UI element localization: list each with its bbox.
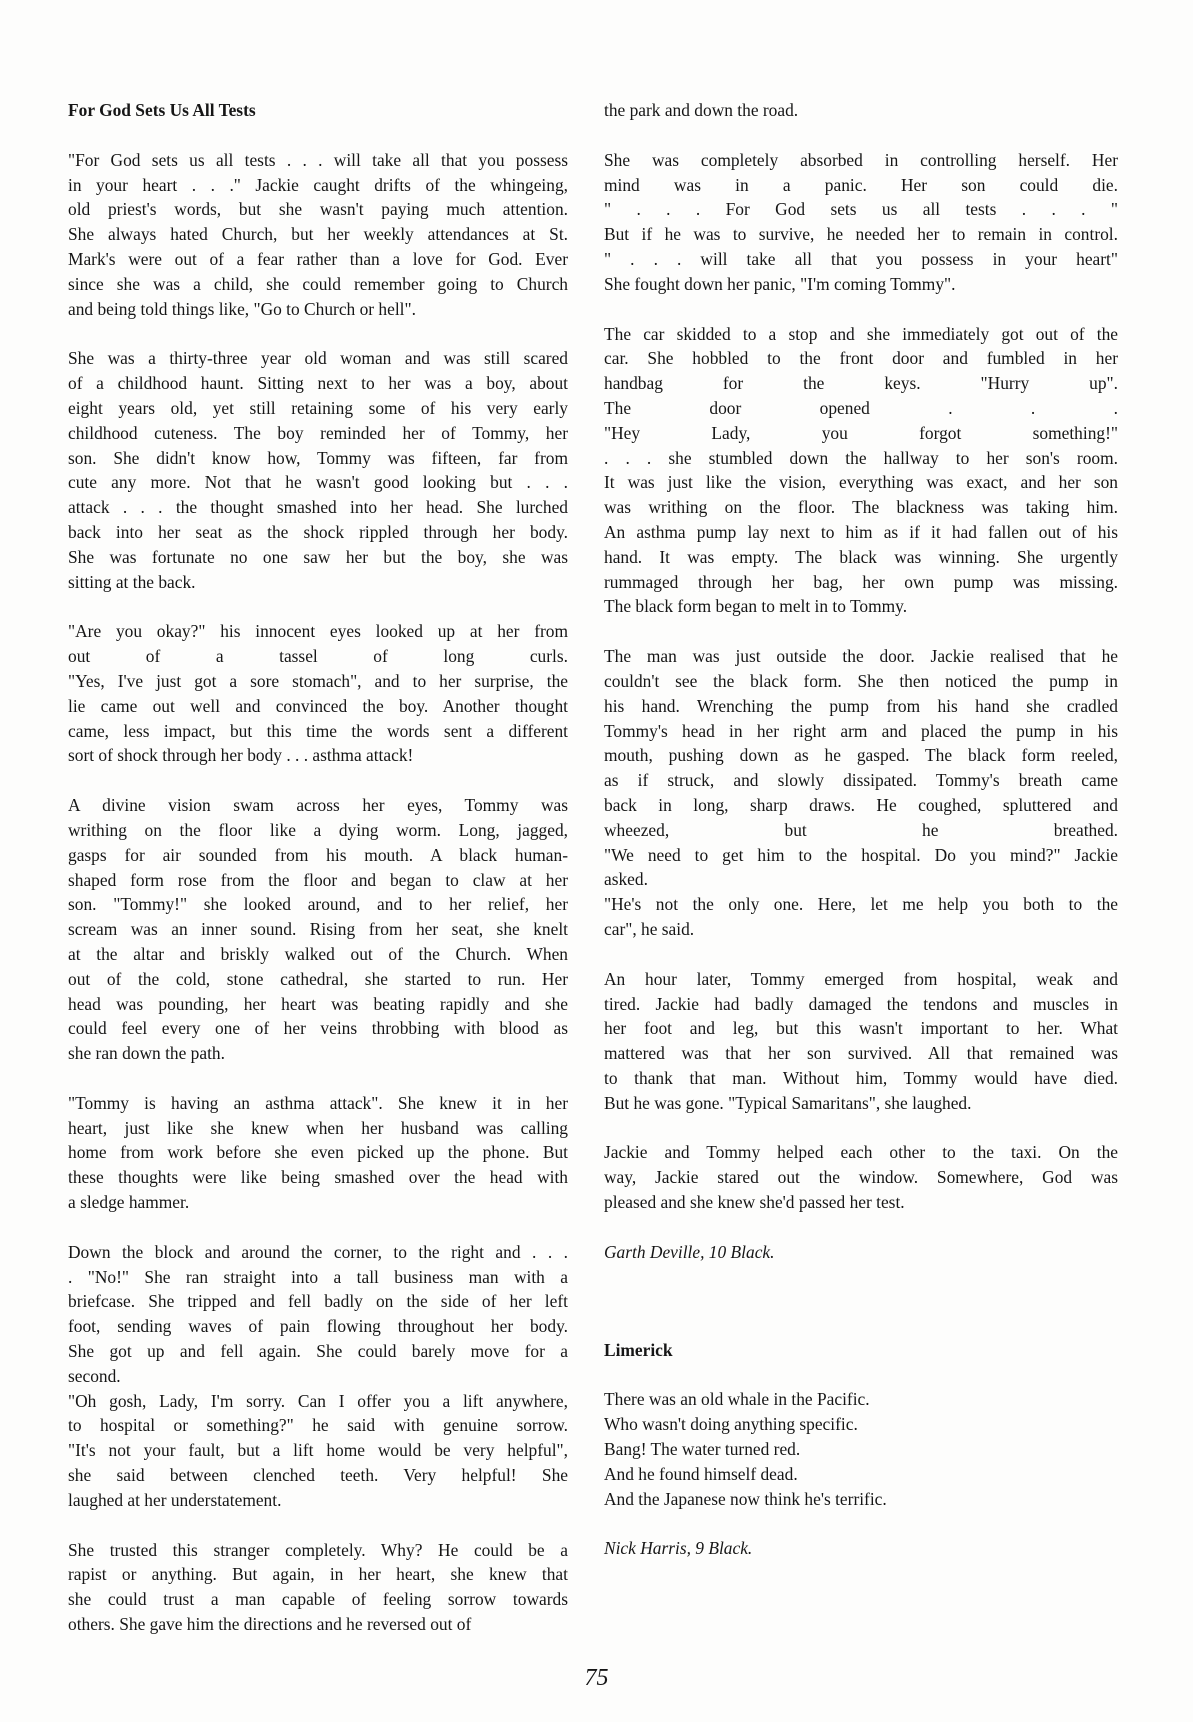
poem-line: Bang! The water turned red. [604,1439,801,1460]
text-line: rapist or anything. But again, in her heart, she knew that [68,1564,568,1585]
story-paragraph [604,98,1118,123]
text-line: at the altar and briskly walked out of the Church. When [68,943,568,964]
text-line: others. She gave him the directions and he reversed out of [68,1614,472,1635]
text-line: "Are you okay?" his innocent eyes looked up at her from [68,621,568,642]
text-line: a sledge hammer. [68,1192,190,1213]
text-line: she could trust a man capable of feeling sorrow towards [68,1589,568,1610]
text-line: attack . . . the thought smashed into her head. She lurched [68,497,568,518]
text-line: cute any more. Not that he wasn't good looking but . . . [68,472,568,493]
text-line: Tommy's head in her right arm and placed the pump in his [604,720,1118,741]
text-line: briefcase. She tripped and fell badly on the side of her left [68,1291,568,1312]
text-line: old priest's words, but she wasn't paying much attention. [68,199,568,220]
text-line: mind was in a panic. Her son could die. [604,174,1118,195]
text-line: " . . . will take all that you possess in your heart" [604,248,1118,269]
text-line: foot, sending waves of pain flowing throughout her body. [68,1316,568,1337]
story-body-left [68,148,568,1637]
text-line: heart, just like she knew when her husband was calling [68,1117,568,1138]
text-line: She was completely absorbed in controlling herself. Her [604,149,1118,170]
text-line: childhood cuteness. The boy reminded her of Tommy, her [68,422,568,443]
text-line: She was a thirty-three year old woman and was still scared [68,348,568,369]
story-author: Garth Deville, 10 Black. [604,1241,775,1262]
text-line: " . . . For God sets us all tests . . . " [604,199,1118,220]
text-line: She was fortunate no one saw her but the boy, she was [68,546,568,567]
text-line: An asthma pump lay next to him as if it had fallen out of his [604,521,1118,542]
story-paragraph [68,619,568,768]
text-line: asked. [604,869,648,890]
text-line: she ran down the path. [68,1043,225,1064]
text-line: these thoughts were like being smashed over the head with [68,1167,568,1188]
text-line: "Tommy is having an asthma attack". She knew it in her [68,1092,568,1113]
text-line: hand. It was empty. The black was winning. She urgently [604,546,1118,567]
text-line: the park and down the road. [604,100,799,120]
text-line: . "No!" She ran straight into a tall business man with a [68,1266,568,1287]
story-paragraph [604,148,1118,297]
story-paragraph [604,644,1118,942]
text-line: The black form began to melt in to Tommy. [604,596,908,617]
text-line: car. She hobbled to the front door and fumbled in her [604,348,1118,369]
text-line: "We need to get him to the hospital. Do you mind?" Jackie [604,844,1118,865]
text-line: car", he said. [604,918,695,939]
text-line: out of a tassel of long curls. [68,646,568,667]
text-line: lie came out well and convinced the boy. Another thought [68,695,568,716]
text-line: since she was a child, she could remember going to Church [68,273,568,294]
text-line: shaped form rose from the floor and began to claw at her [68,869,568,890]
story-body-right [604,98,1118,1215]
text-line: rummaged through her bag, her own pump was missing. [604,571,1118,592]
page-number: 75 [584,1665,609,1691]
text-line: "Yes, I've just got a sore stomach", and to her surprise, the [68,670,568,691]
text-line: handbag for the keys. "Hurry up". [604,373,1118,394]
text-line: gasps for air sounded from his mouth. A black human- [68,844,568,865]
story-paragraph [68,148,568,322]
story-paragraph [604,967,1118,1116]
left-column [68,98,568,1662]
poem-line: And he found himself dead. [604,1463,798,1484]
text-line: . . . she stumbled down the hallway to her son's room. [604,447,1118,468]
text-line: But if he was to survive, he needed her to remain in control. [604,224,1118,245]
text-line: she said between clenched teeth. Very helpful! She [68,1465,568,1486]
text-line: her foot and leg, but this wasn't important to her. What [604,1018,1118,1039]
text-line: eight years old, yet still retaining some of his very early [68,397,568,418]
limerick-poem [604,1387,1118,1511]
text-line: as if struck, and slowly dissipated. Tommy's breath came [604,770,1118,791]
text-line: son. "Tommy!" she looked around, and to her relief, her [68,894,568,915]
text-line: Jackie and Tommy helped each other to the taxi. On the [604,1142,1118,1163]
text-line: second. [68,1365,121,1386]
story-paragraph [68,1240,568,1513]
text-line: tired. Jackie had badly damaged the tendons and muscles in [604,993,1118,1014]
text-line: An hour later, Tommy emerged from hospital, weak and [604,968,1118,989]
story-paragraph [68,1538,568,1637]
text-line: home from work before she even picked up the phone. But [68,1142,568,1163]
text-line: Down the block and around the corner, to the right and . . . [68,1241,568,1262]
text-line: to thank that man. Without him, Tommy would have died. [604,1067,1118,1088]
text-line: out of the cold, stone cathedral, she started to run. Her [68,968,568,989]
story-paragraph [68,793,568,1066]
text-line: and being told things like, "Go to Church or hell". [68,298,416,319]
story-paragraph [604,1140,1118,1214]
text-line: But he was gone. "Typical Samaritans", she laughed. [604,1092,972,1113]
text-line: mattered was that her son survived. All that remained was [604,1043,1118,1064]
poem-line: And the Japanese now think he's terrific. [604,1488,887,1509]
text-line: pleased and she knew she'd passed her test. [604,1192,905,1213]
text-line: The car skidded to a stop and she immediately got out of the [604,323,1118,344]
text-line: She fought down her panic, "I'm coming Tommy". [604,273,956,294]
text-line: mouth, pushing down as he gasped. The black form reeled, [604,745,1118,766]
text-line: She trusted this stranger completely. Why? He could be a [68,1539,568,1560]
text-line: "It's not your fault, but a lift home would be very helpful", [68,1440,568,1461]
text-line: head was pounding, her heart was beating rapidly and she [68,993,568,1014]
text-line: "Oh gosh, Lady, I'm sorry. Can I offer you a lift anywhere, [68,1390,568,1411]
text-line: son. She didn't know how, Tommy was fifteen, far from [68,447,568,468]
text-line: sitting at the back. [68,571,196,592]
text-line: The door opened . . . [604,397,1118,418]
text-line: The man was just outside the door. Jackie realised that he [604,646,1118,667]
text-line: to hospital or something?" he said with genuine sorrow. [68,1415,568,1436]
section-gap [604,1290,1118,1338]
text-line: in your heart . . ." Jackie caught drifts of the whingeing, [68,174,568,195]
text-line: of a childhood haunt. Sitting next to her was a boy, about [68,373,568,394]
text-line: It was just like the vision, everything was exact, and her son [604,472,1118,493]
text-line: couldn't see the black form. She then noticed the pump in [604,670,1118,691]
poem-line: Who wasn't doing anything specific. [604,1414,858,1435]
text-line: could feel every one of her veins throbbing with blood as [68,1018,568,1039]
text-line: A divine vision swam across her eyes, Tommy was [68,795,568,816]
text-line: writhing on the floor like a dying worm. Long, jagged, [68,819,568,840]
text-line: Mark's were out of a fear rather than a love for God. Ever [68,248,568,269]
text-line: She got up and fell again. She could barely move for a [68,1341,568,1362]
limerick-author: Nick Harris, 9 Black. [604,1538,753,1559]
text-line: "He's not the only one. Here, let me help you both to the [604,894,1118,915]
text-line: was writhing on the floor. The blackness was taking him. [604,497,1118,518]
text-line: She always hated Church, but her weekly attendances at St. [68,224,568,245]
right-column [604,98,1118,1586]
poem-line: There was an old whale in the Pacific. [604,1389,870,1410]
limerick-title: Limerick [604,1339,673,1360]
story-paragraph [68,1091,568,1215]
story-paragraph [604,322,1118,620]
story-paragraph [68,346,568,594]
text-line: scream was an inner sound. Rising from her seat, she knelt [68,919,568,940]
text-line: sort of shock through her body . . . asthma attack! [68,745,414,766]
story-title: For God Sets Us All Tests [68,100,256,120]
text-line: back in long, sharp draws. He coughed, spluttered and [604,794,1118,815]
text-line: laughed at her understatement. [68,1489,282,1510]
text-line: "Hey Lady, you forgot something!" [604,422,1118,443]
text-line: came, less impact, but this time the words sent a different [68,720,568,741]
text-line: "For God sets us all tests . . . will take all that you possess [68,149,568,170]
text-line: his hand. Wrenching the pump from his hand she cradled [604,695,1118,716]
text-line: wheezed, but he breathed. [604,819,1118,840]
text-line: way, Jackie stared out the window. Somewhere, God was [604,1167,1118,1188]
text-line: back into her seat as the shock rippled through her body. [68,521,568,542]
